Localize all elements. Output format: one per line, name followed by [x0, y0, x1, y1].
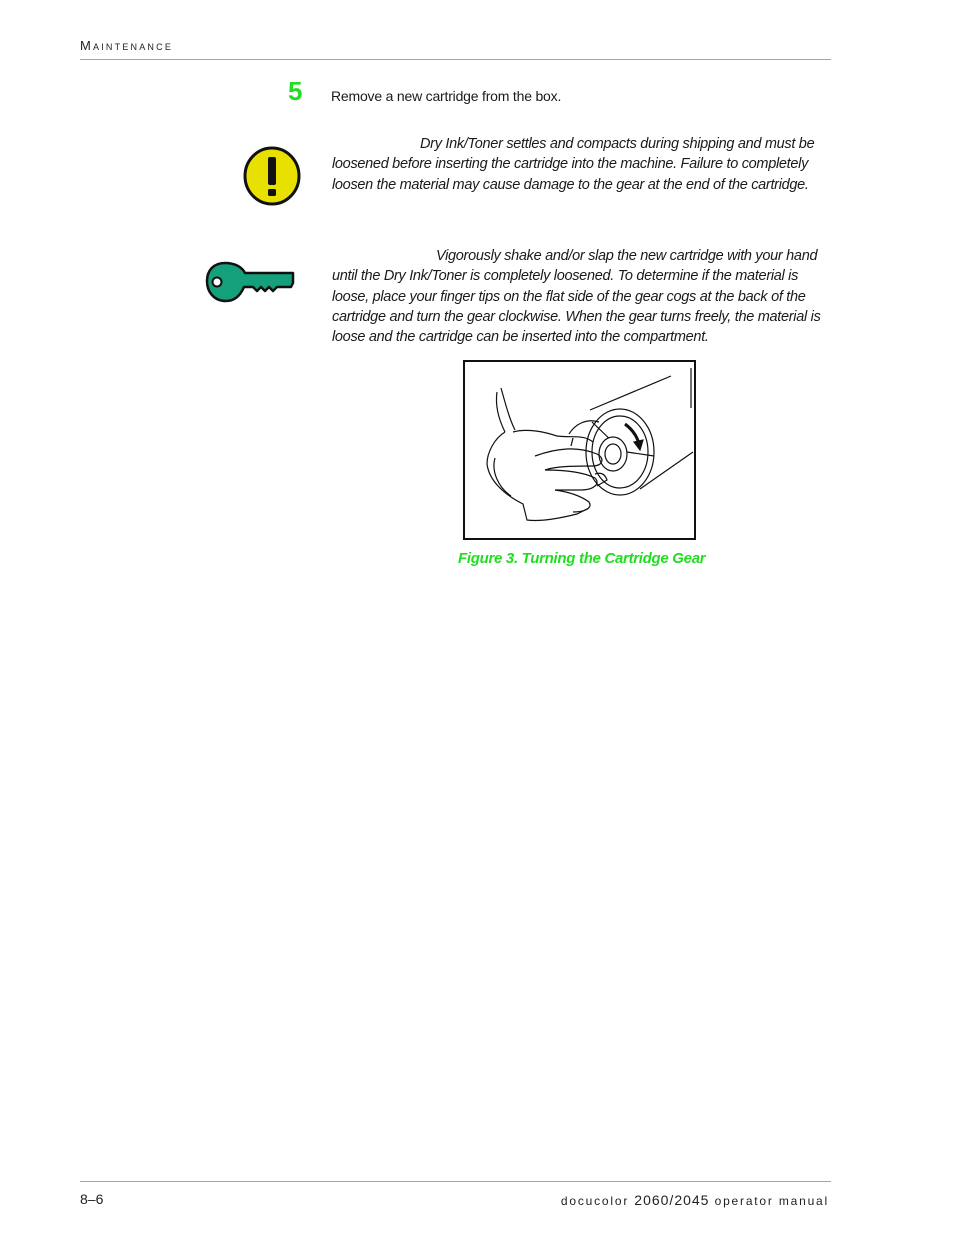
figure-illustration — [463, 360, 696, 540]
key-icon — [205, 259, 297, 305]
cartridge-gear-illustration — [465, 362, 694, 538]
manual-title — [561, 1192, 829, 1208]
caution-exclamation-icon — [243, 146, 301, 206]
tip-text: Vigorously shake and/or slap the new cartridge with your hand until the Dry Ink/Toner is completely loosened. To determine if the material is loose, place your finger tips on the flat side of the gear cogs at the back of the cartridge and turn the gear clockwise. When the gear turns freely, the material is loose and the cartridge can be inserted into the compartment. — [332, 248, 821, 346]
caution-text: Dry Ink/Toner settles and compacts during shipping and must be loosened before inserting the cartridge into the machine. Failure to completely loosen the material may cause damage to the gear at the end of the cartridge. — [332, 136, 815, 193]
manual-prefix: docucolor — [560, 1194, 630, 1208]
manual-model: 2060/2045 — [634, 1192, 710, 1208]
page-number: 8–6 — [80, 1191, 104, 1207]
manual-suffix: operator manual — [714, 1194, 829, 1208]
step-number: 5 — [288, 76, 303, 106]
step-text: Remove a new cartridge from the box. — [331, 88, 562, 104]
section-title: Maintenance — [80, 38, 174, 53]
header-rule — [80, 59, 831, 60]
figure-caption: Figure 3. Turning the Cartridge Gear — [458, 550, 706, 567]
footer-rule — [80, 1181, 831, 1182]
